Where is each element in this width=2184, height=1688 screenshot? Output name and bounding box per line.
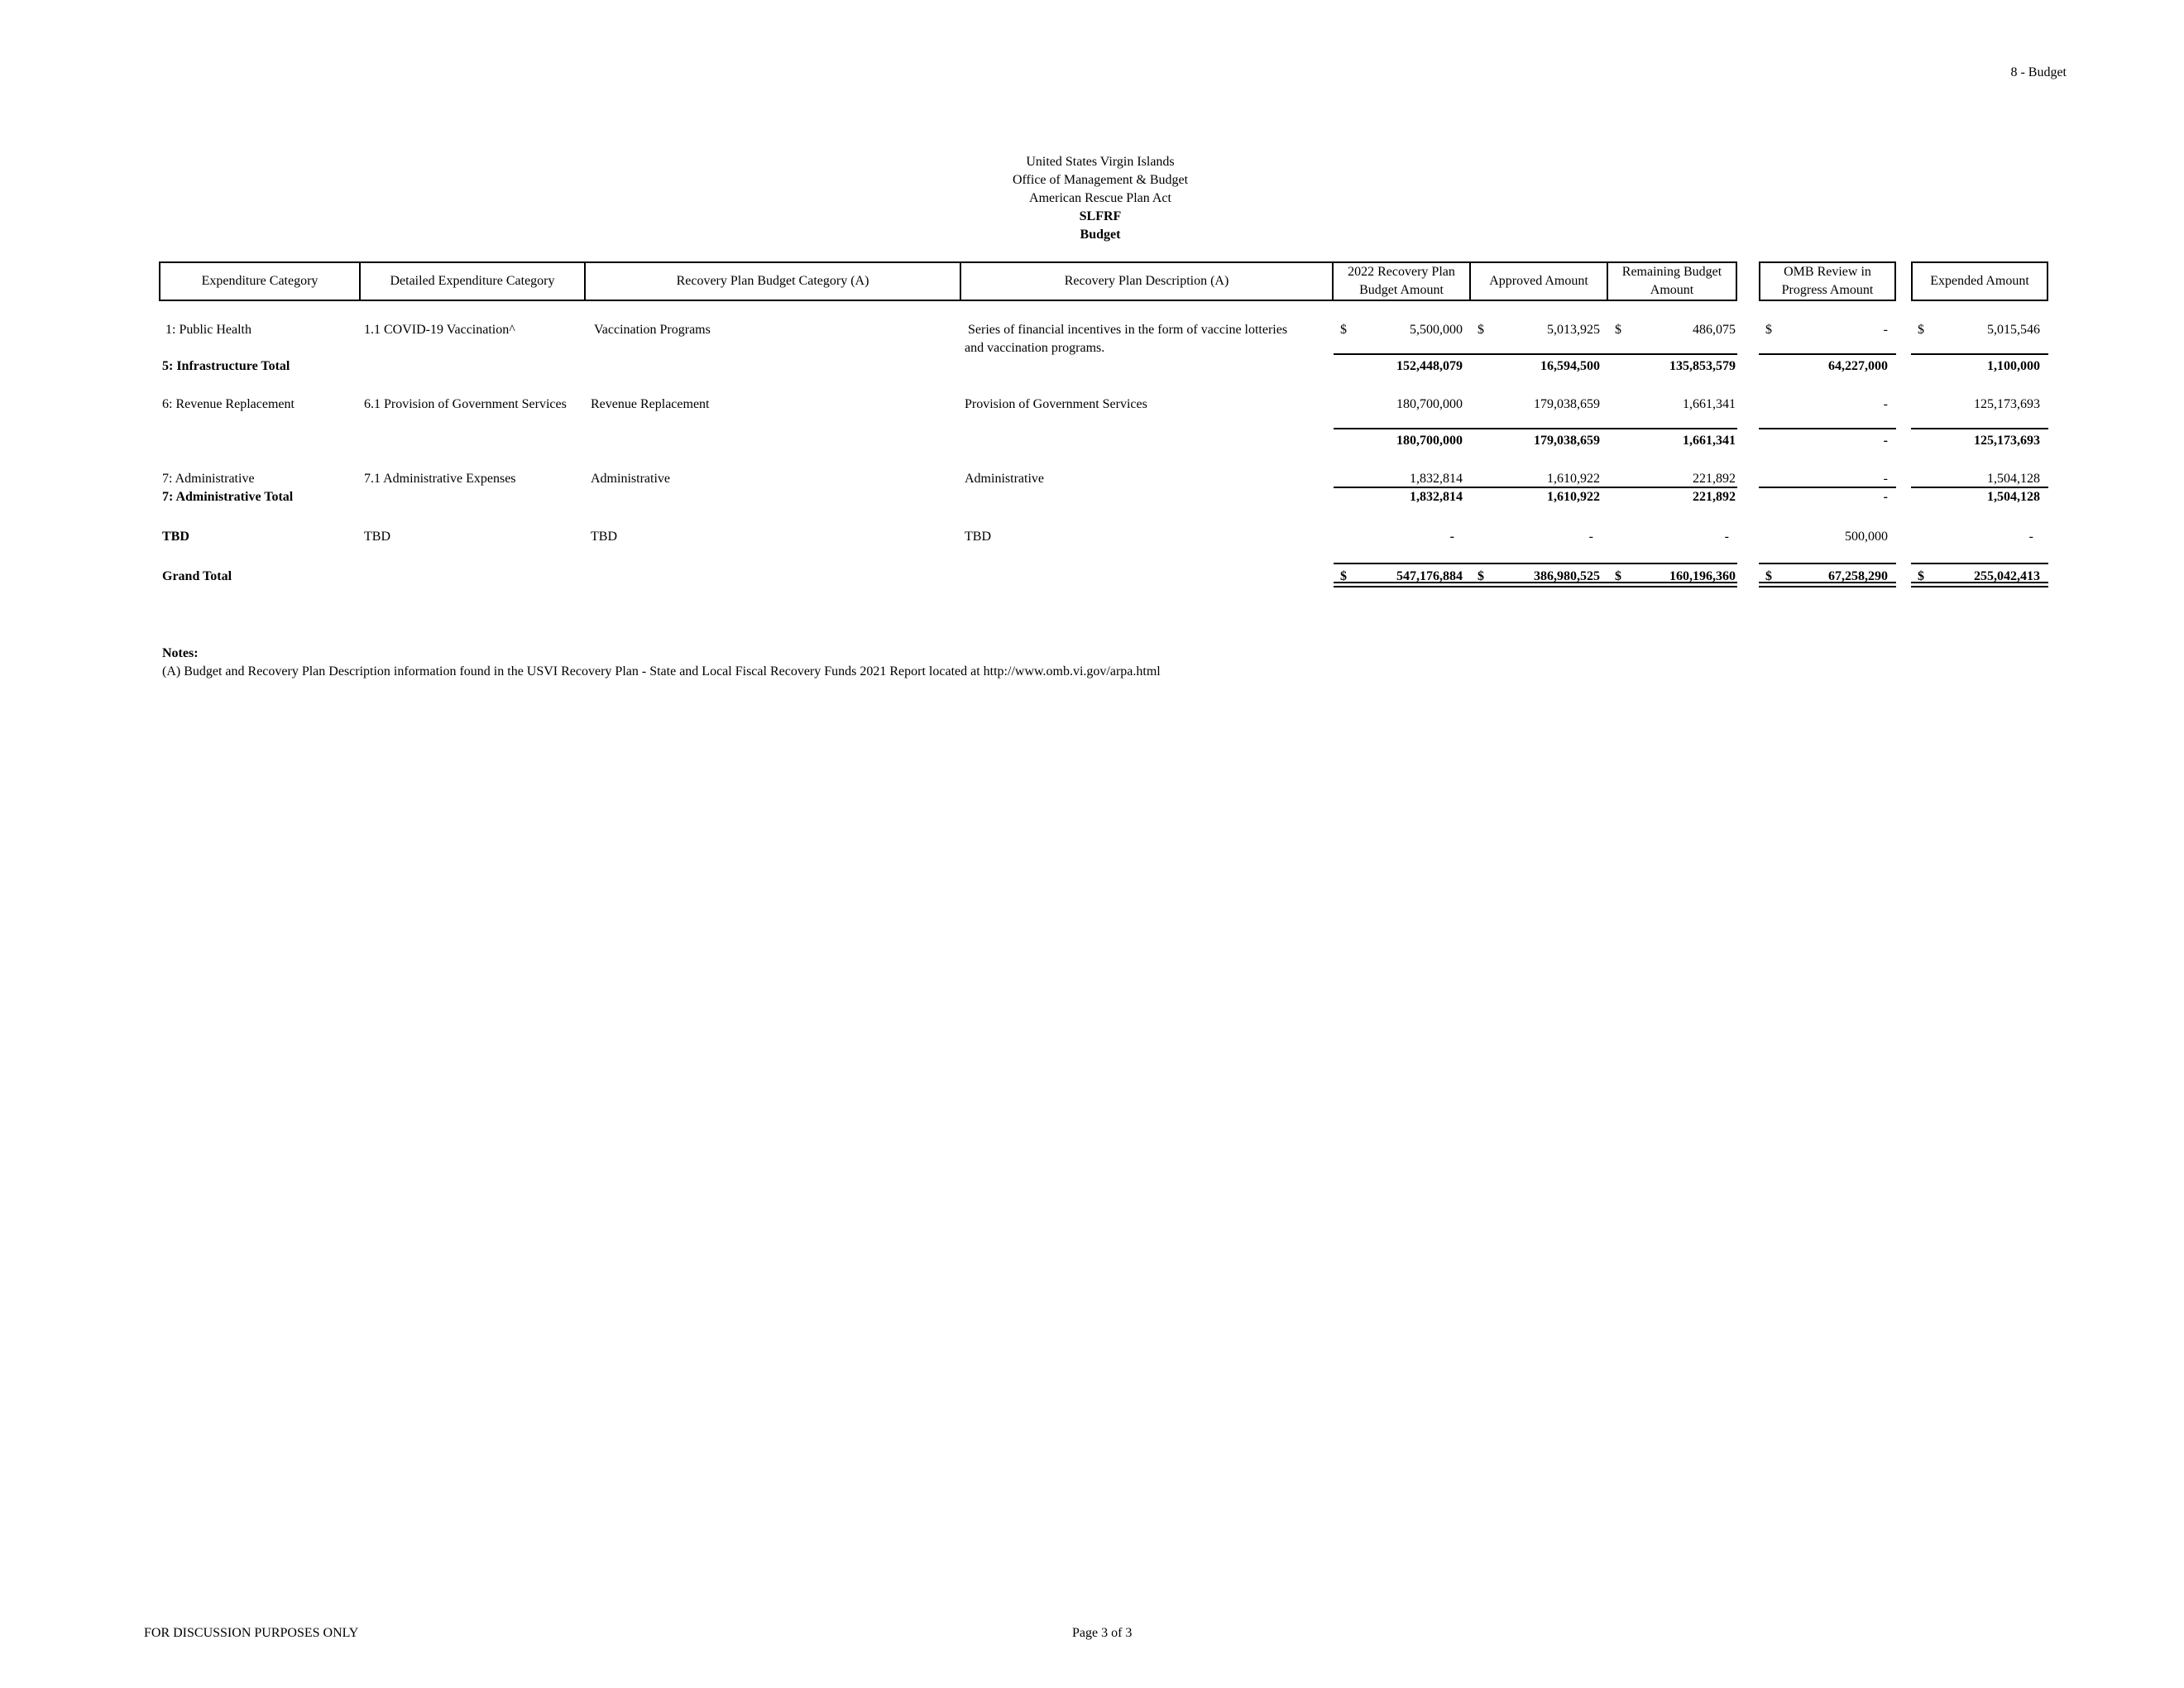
- header-plan-budget-category: Recovery Plan Budget Category (A): [586, 263, 961, 300]
- footer-disclaimer: FOR DISCUSSION PURPOSES ONLY: [144, 1626, 359, 1640]
- cell-plan-category: Administrative: [591, 472, 670, 486]
- currency-sign: $: [1478, 323, 1484, 337]
- row-label: Grand Total: [162, 569, 232, 583]
- cell-detailed-category: 7.1 Administrative Expenses: [364, 472, 516, 486]
- footer-page-number: Page 3 of 3: [1072, 1626, 1133, 1640]
- cell-remaining-amount: 1,661,341: [1683, 434, 1736, 448]
- grand-total-double-rule: [1334, 582, 1737, 587]
- currency-sign: $: [1340, 323, 1347, 337]
- grand-total-double-rule: [1911, 582, 2048, 587]
- subtotal-rule: [1911, 428, 2048, 429]
- grand-total-rule: [1911, 563, 2048, 564]
- title-line-2: Office of Management & Budget: [1012, 173, 1189, 187]
- cell-approved-amount: 1,610,922: [1547, 472, 1600, 486]
- currency-sign: $: [1918, 323, 1924, 337]
- cell-omb-amount: 67,258,290: [1828, 569, 1888, 583]
- cell-description-line-2: and vaccination programs.: [965, 341, 1105, 355]
- cell-description: Provision of Government Services: [965, 397, 1147, 411]
- title-line-1: United States Virgin Islands: [1026, 155, 1175, 169]
- header-omb-review-amount: OMB Review in Progress Amount: [1759, 261, 1896, 301]
- cell-approved-amount: 16,594,500: [1540, 359, 1600, 373]
- cell-expended-amount: 1,504,128: [1987, 472, 2040, 486]
- row-label: 5: Infrastructure Total: [162, 359, 290, 373]
- row-label: 7: Administrative Total: [162, 490, 294, 504]
- currency-sign: $: [1615, 569, 1621, 583]
- subtotal-rule: [1334, 353, 1737, 355]
- currency-sign: $: [1478, 569, 1484, 583]
- cell-detailed-category: 1.1 COVID-19 Vaccination^: [364, 323, 515, 337]
- currency-sign: $: [1340, 569, 1347, 583]
- cell-expended-amount: 255,042,413: [1974, 569, 2040, 583]
- cell-approved-amount: 5,013,925: [1547, 323, 1600, 337]
- cell-omb-amount: 500,000: [1845, 530, 1888, 544]
- subtotal-rule: [1911, 353, 2048, 355]
- cell-expended-amount: 5,015,546: [1987, 323, 2040, 337]
- cell-omb-amount: -: [1883, 490, 1888, 504]
- header-budget-amount: 2022 Recovery Plan Budget Amount: [1334, 263, 1471, 300]
- grand-total-rule: [1759, 563, 1896, 564]
- cell-remaining-amount: 135,853,579: [1669, 359, 1736, 373]
- currency-sign: $: [1765, 323, 1772, 337]
- cell-category: TBD: [162, 530, 189, 544]
- cell-remaining-amount: 1,661,341: [1683, 397, 1736, 411]
- header-expended-amount: Expended Amount: [1911, 261, 2048, 301]
- cell-description-line-1: Series of financial incentives in the form of vaccine lotteries: [968, 323, 1288, 337]
- cell-budget-amount: 180,700,000: [1396, 434, 1463, 448]
- header-expenditure-category: Expenditure Category: [160, 263, 361, 300]
- cell-omb-amount: 64,227,000: [1828, 359, 1888, 373]
- cell-budget-amount: 152,448,079: [1396, 359, 1463, 373]
- cell-plan-category: TBD: [591, 530, 617, 544]
- cell-remaining-amount: 221,892: [1693, 490, 1736, 504]
- header-plan-description: Recovery Plan Description (A): [961, 263, 1334, 300]
- cell-budget-amount: 5,500,000: [1410, 323, 1463, 337]
- subtotal-rule: [1759, 487, 1896, 488]
- cell-expended-amount: 1,100,000: [1987, 359, 2040, 373]
- title-line-3: American Rescue Plan Act: [1029, 191, 1171, 205]
- cell-remaining-amount: -: [1724, 530, 1729, 544]
- title-line-4: SLFRF: [1079, 209, 1122, 223]
- cell-omb-amount: -: [1883, 472, 1888, 486]
- cell-category: 6: Revenue Replacement: [162, 397, 295, 411]
- cell-category: 1: Public Health: [165, 323, 251, 337]
- cell-plan-category: Vaccination Programs: [594, 323, 711, 337]
- cell-expended-amount: -: [2028, 530, 2033, 544]
- header-approved-amount: Approved Amount: [1471, 263, 1608, 300]
- header-remaining-amount: Remaining Budget Amount: [1621, 265, 1722, 297]
- cell-omb-amount: -: [1883, 397, 1888, 411]
- cell-budget-amount: 547,176,884: [1396, 569, 1463, 583]
- cell-category: 7: Administrative: [162, 472, 255, 486]
- cell-budget-amount: -: [1449, 530, 1454, 544]
- cell-description: TBD: [965, 530, 991, 544]
- header-detailed-category: Detailed Expenditure Category: [361, 263, 586, 300]
- cell-plan-category: Revenue Replacement: [591, 397, 710, 411]
- title-line-5: Budget: [1080, 228, 1121, 242]
- currency-sign: $: [1765, 569, 1772, 583]
- cell-expended-amount: 125,173,693: [1974, 434, 2040, 448]
- cell-budget-amount: 180,700,000: [1396, 397, 1463, 411]
- cell-omb-amount: -: [1883, 323, 1888, 337]
- cell-omb-amount: -: [1883, 434, 1888, 448]
- subtotal-rule: [1334, 428, 1737, 429]
- currency-sign: $: [1918, 569, 1924, 583]
- notes-heading: Notes:: [162, 646, 199, 660]
- grand-total-rule: [1334, 563, 1737, 564]
- cell-budget-amount: 1,832,814: [1410, 490, 1463, 504]
- subtotal-rule: [1759, 353, 1896, 355]
- cell-expended-amount: 125,173,693: [1974, 397, 2040, 411]
- subtotal-rule: [1759, 428, 1896, 429]
- cell-approved-amount: 386,980,525: [1534, 569, 1600, 583]
- cell-approved-amount: 179,038,659: [1534, 397, 1600, 411]
- subtotal-rule: [1911, 487, 2048, 488]
- page-label: 8 - Budget: [2010, 65, 2067, 79]
- cell-budget-amount: 1,832,814: [1410, 472, 1463, 486]
- cell-expended-amount: 1,504,128: [1987, 490, 2040, 504]
- cell-description: Administrative: [965, 472, 1044, 486]
- cell-detailed-category: TBD: [364, 530, 390, 544]
- cell-detailed-category: 6.1 Provision of Government Services: [364, 397, 567, 411]
- cell-remaining-amount: 221,892: [1693, 472, 1736, 486]
- cell-remaining-amount: 486,075: [1693, 323, 1736, 337]
- note-a: (A) Budget and Recovery Plan Description information found in the USVI Recovery Plan - State and Local Fiscal Recovery Funds 2021 Report located at http://www.omb.vi.gov/arpa.html: [162, 664, 1161, 679]
- grand-total-double-rule: [1759, 582, 1896, 587]
- cell-approved-amount: 1,610,922: [1547, 490, 1600, 504]
- cell-approved-amount: 179,038,659: [1534, 434, 1600, 448]
- currency-sign: $: [1615, 323, 1621, 337]
- subtotal-rule: [1334, 487, 1737, 488]
- cell-remaining-amount: 160,196,360: [1669, 569, 1736, 583]
- cell-approved-amount: -: [1588, 530, 1593, 544]
